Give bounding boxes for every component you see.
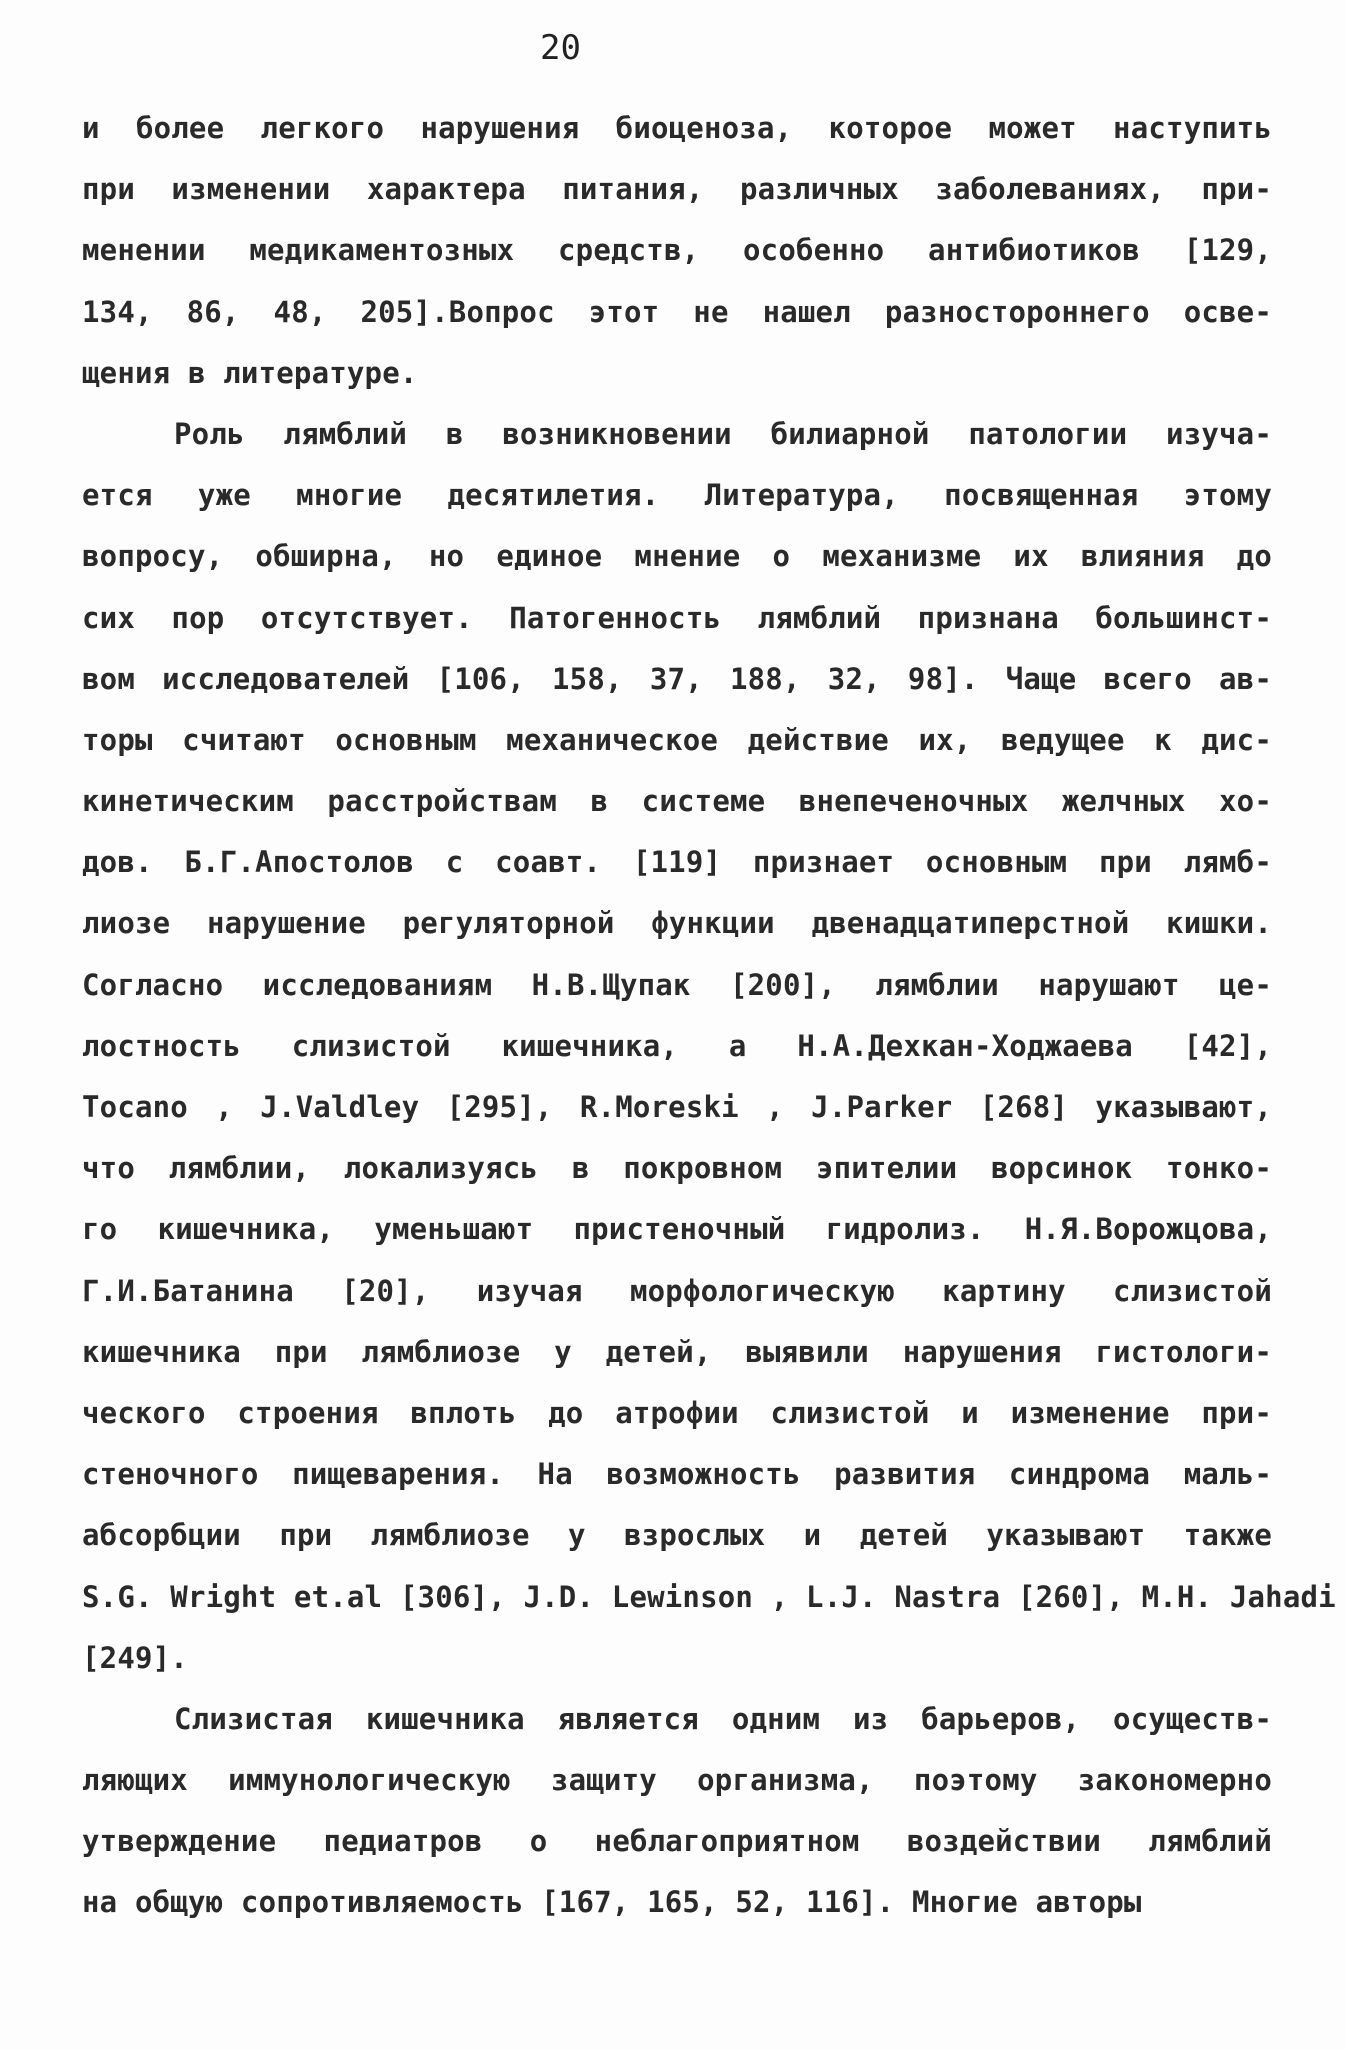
text-line: что лямблии, локализуясь в покровном эпителии ворсинок тонко- [82,1151,1272,1186]
text-line: торы считают основным механическое действие их, ведущее к дис- [82,722,1272,757]
text-line: ляющих иммунологическую защиту организма, поэтому закономерно [82,1763,1272,1798]
text-line: го кишечника, уменьшают пристеночный гидролиз. Н.Я.Ворожцова, [82,1212,1272,1247]
text-line: ческого строения вплоть до атрофии слизистой и изменение при- [82,1395,1272,1430]
text-line: дов. Б.Г.Апостолов с соавт. [119] признает основным при лямб- [82,845,1272,880]
text-line: лиозе нарушение регуляторной функции двенадцатиперстной кишки. [82,906,1272,941]
text-line: и более легкого нарушения биоценоза, которое может наступить [82,111,1272,145]
text-line: утверждение педиатров о неблагоприятном воздействии лямблий [82,1824,1272,1859]
text-line: вом исследователей [106, 158, 37, 188, 32, 98]. Чаще всего ав- [82,661,1272,696]
text-line: Роль лямблий в возникновении билиарной патологии изуча- [174,416,1272,451]
text-line: при изменении характера питания, различных заболеваниях, при- [82,172,1272,207]
text-line: сих пор отсутствует. Патогенность лямблий признана большинст- [82,600,1272,635]
text-line: абсорбции при лямблиозе у взрослых и детей указывают также [82,1518,1272,1553]
text-line: кишечника при лямблиозе у детей, выявили нарушения гистологи- [82,1334,1272,1369]
text-line: Слизистая кишечника является одним из барьеров, осуществ- [174,1701,1272,1736]
text-line: кинетическим расстройствам в системе внепеченочных желчных хо- [82,784,1272,819]
text-line: ется уже многие десятилетия. Литература, посвященная этому [82,478,1272,513]
text-line: S.G. Wright et.al [306], J.D. Lewinson , L.J. Nastra [260], M.H. Jahadi [82,1579,1336,1614]
page-number: 20 [540,28,581,68]
text-line: Tocano , J.Valdley [295], R.Moreski , J.Parker [268] указывают, [82,1090,1272,1124]
text-line: лостность слизистой кишечника, а Н.А.Дехкан-Ходжаева [42], [82,1028,1272,1063]
text-line: Согласно исследованиям Н.В.Щупак [200], лямблии нарушают це- [82,967,1272,1002]
text-line: 134, 86, 48, 205].Вопрос этот не нашел разностороннего осве- [82,294,1272,329]
body-text [82,98,1336,1934]
text-line: на общую сопротивляемость [167, 165, 52, 116]. Многие авторы [82,1885,1142,1920]
text-line: щения в литературе. [82,355,418,390]
text-line: Г.И.Батанина [20], изучая морфологическую картину слизистой [82,1273,1272,1308]
text-line: стеночного пищеварения. На возможность развития синдрома маль- [82,1457,1272,1492]
text-line: вопросу, обширна, но единое мнение о механизме их влияния до [82,539,1272,574]
text-line: [249]. [82,1640,188,1675]
text-line: менении медикаментозных средств, особенно антибиотиков [129, [82,233,1272,268]
